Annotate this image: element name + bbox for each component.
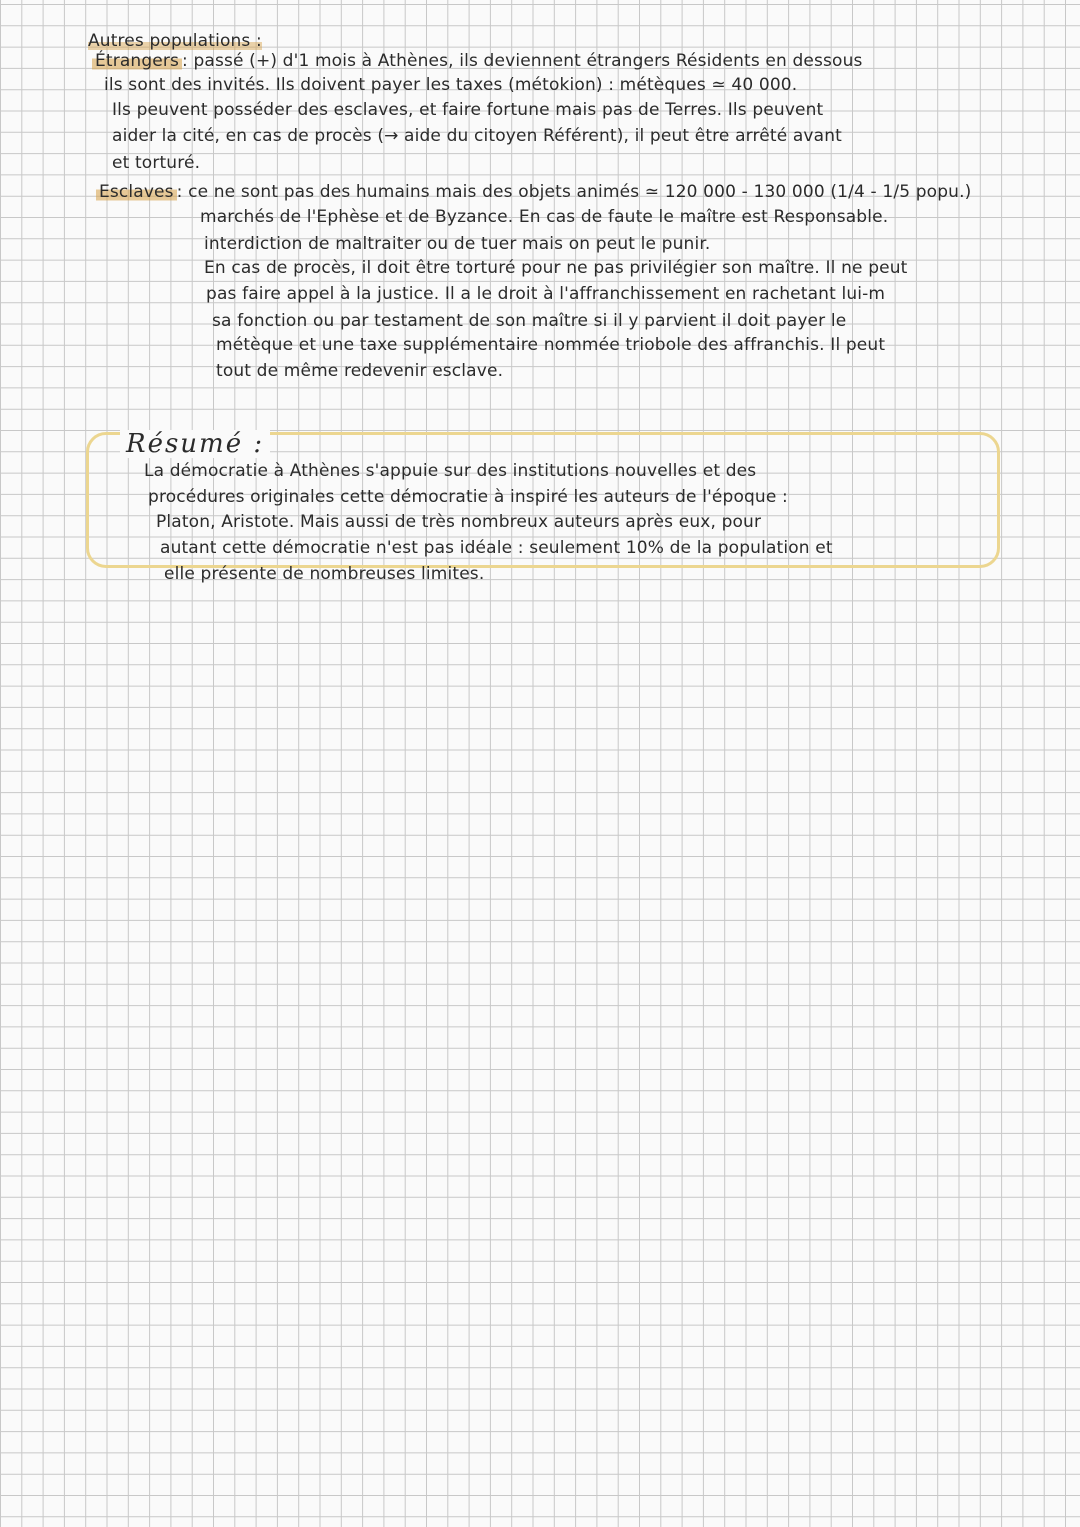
etrangers-line-2: ils sont des invités. Ils doivent payer les taxes (métokion) : métèques ≃ 40 000. bbox=[104, 75, 798, 95]
etrangers-line-4: aider la cité, en cas de procès (→ aide du citoyen Référent), il peut être arrêté avant bbox=[112, 126, 842, 146]
etrangers-line-1 bbox=[92, 50, 863, 72]
esclaves-line-1 bbox=[96, 181, 971, 203]
etrangers-text-1: : passé (+) d'1 mois à Athènes, ils deviennent étrangers Résidents en dessous bbox=[182, 51, 863, 71]
section-heading bbox=[88, 30, 262, 52]
etrangers-line-5: et torturé. bbox=[112, 153, 201, 173]
esclaves-line-8: tout de même redevenir esclave. bbox=[216, 361, 504, 381]
esclaves-line-5: pas faire appel à la justice. Il a le droit à l'affranchissement en rachetant lui-m bbox=[206, 284, 886, 304]
resume-line-1: La démocratie à Athènes s'appuie sur des institutions nouvelles et des bbox=[144, 461, 757, 481]
esclaves-line-7: métèque et une taxe supplémentaire nommée triobole des affranchis. Il peut bbox=[216, 335, 886, 355]
resume-line-2: procédures originales cette démocratie à inspiré les auteurs de l'époque : bbox=[148, 487, 788, 507]
resume-title: Résumé : bbox=[120, 430, 270, 458]
etrangers-line-3: Ils peuvent posséder des esclaves, et faire fortune mais pas de Terres. Ils peuvent bbox=[112, 100, 824, 120]
resume-line-3: Platon, Aristote. Mais aussi de très nombreux auteurs après eux, pour bbox=[156, 512, 762, 532]
esclaves-line-2: marchés de l'Ephèse et de Byzance. En cas de faute le maître est Responsable. bbox=[200, 207, 889, 227]
esclaves-line-3: interdiction de maltraiter ou de tuer mais on peut le punir. bbox=[204, 234, 711, 254]
esclaves-line-6: sa fonction ou par testament de son maître si il y parvient il doit payer le bbox=[212, 311, 847, 331]
esclaves-label: Esclaves bbox=[96, 182, 177, 202]
esclaves-text-1: : ce ne sont pas des humains mais des objets animés ≃ 120 000 - 130 000 (1/4 - 1/5 popu.) bbox=[176, 182, 972, 202]
section-heading-text: Autres populations : bbox=[88, 31, 262, 51]
esclaves-line-4: En cas de procès, il doit être torturé pour ne pas privilégier son maître. Il ne peut bbox=[204, 258, 908, 278]
resume-line-4: autant cette démocratie n'est pas idéale : seulement 10% de la population et bbox=[160, 538, 833, 558]
etrangers-label: Étrangers bbox=[92, 51, 182, 71]
resume-line-5: elle présente de nombreuses limites. bbox=[164, 564, 485, 584]
